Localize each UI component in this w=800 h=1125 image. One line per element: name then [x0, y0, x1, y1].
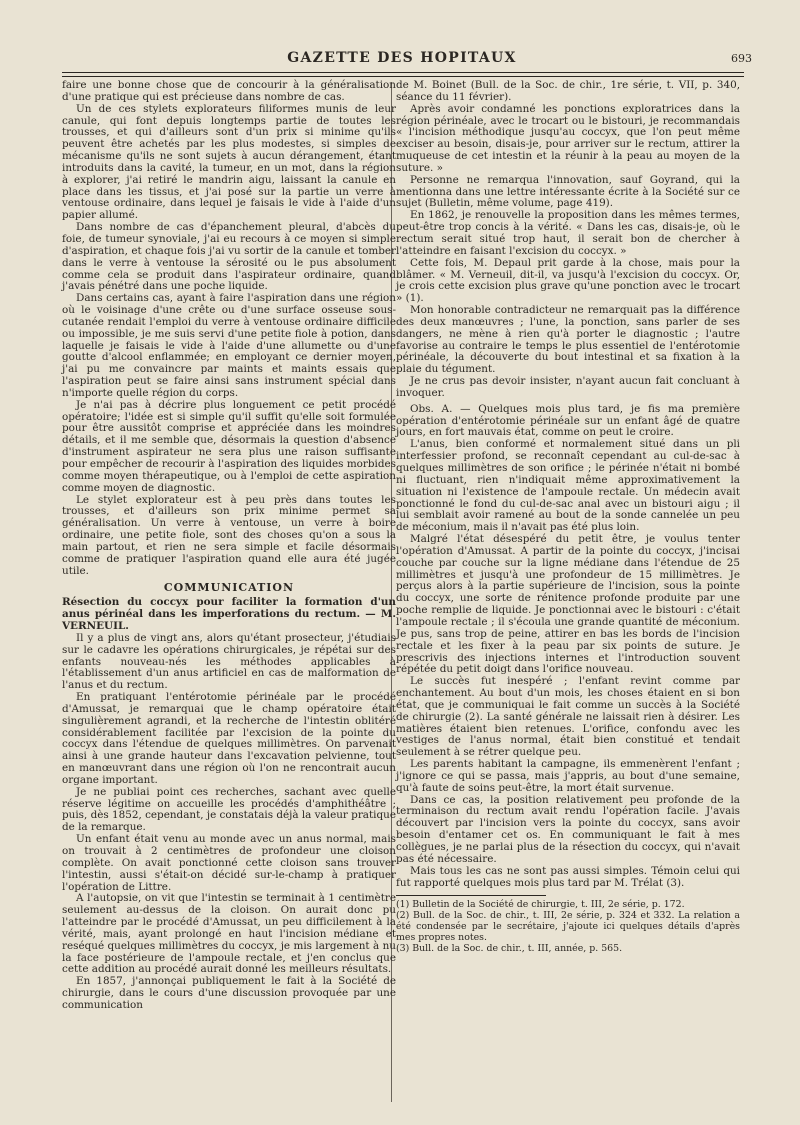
- observation-paragraph: Obs. A. — Quelques mois plus tard, je fis ma première opération d'entérotomie périnéale sur un enfant âgé de quatre jours, en fort mauvais état, comme on peut le croire.: [396, 402, 740, 439]
- paragraph: Je n'ai pas à décrire plus longuement ce petit procédé opératoire; l'idée est si simple qu'il suffit qu'elle soit formulée pour être aussitôt comprise et appréciée dans les moindres détails, et il me semble que, désormais la question d'absence d'instrument aspirateur ne sera plus une raison suffisante pour empêcher de recourir à l'aspiration des liquides morbides comme moyen thérapeutique, ou à l'emploi de cette aspiration comme moyen de diagnostic.: [62, 398, 396, 494]
- paragraph: Je ne crus pas devoir insister, n'ayant aucun fait concluant à invoquer.: [396, 375, 740, 399]
- paragraph: Un de ces stylets explorateurs filiformes munis de leur canule, qui font depuis longtemps partie de toutes les trousses, et qui d'ailleurs sont d'un prix si minime qu'ils peuvent être achetés par les plus modestes, si simples de mécanisme qu'ils ne sont sujets à aucun dérangement, étant introduits dans la cavité, la tumeur, en un mot, dans la région à explorer, j'ai retiré le mandrin aigu, laissant la canule en place dans les tissus, et j'ai posé sur la partie un verre à ventouse ordinaire, dans lequel je faisais le vide à l'aide d'un papier allumé.: [62, 102, 396, 222]
- footnote: (2) Bull. de la Soc. de chir., t. III, 2e série, p. 324 et 332. La relation a été condensée par le secrétaire, j'ajoute ici quelques détails d'après mes propres notes.: [396, 910, 740, 944]
- footnote: (3) Bull. de la Soc. de chir., t. III, année, p. 565.: [396, 943, 623, 955]
- paragraph: faire une bonne chose que de concourir à la généralisation d'une pratique qui est précieuse dans nombre de cas.: [62, 79, 396, 103]
- paragraph: Mais tous les cas ne sont pas aussi simples. Témoin celui qui fut rapporté quelques mois plus tard par M. Trélat (3).: [396, 864, 740, 889]
- paragraph: Dans nombre de cas d'épanchement pleural, d'abcès du foie, de tumeur synoviale, j'ai eu recours à ce moyen si simple d'aspiration, et chaque fois j'ai vu sortir de la canule et tomber dans le verre à ventouse la sérosité ou le pus absolument comme cela se produit dans l'aspirateur ordinaire, quand j'avais pénétré dans une poche liquide.: [62, 221, 396, 293]
- left-column: [62, 80, 396, 1012]
- paragraph: Cette fois, M. Depaul prit garde à la chose, mais pour la blâmer. « M. Verneuil, dit-il, va jusqu'à l'excision du coccyx. Or, je crois cette excision plus grave qu'une ponction avec le trocart » (1).: [396, 256, 740, 305]
- paragraph: Malgré l'état désespéré du petit être, je voulus tenter l'opération d'Amussat. A partir de la pointe du coccyx, j'incisai couche par couche sur la ligne médiane dans l'étendue de 25 millimètres et jusqu'à une profondeur de 15 millimètres. Je perçus alors à la partie supérieure de l'incision, sous la pointe du coccyx, une sorte de rénitence profonde produite par une poche remplie de liquide. Je ponctionnai avec le bistouri : c'était l'ampoule rectale ; il s'écoula une grande quantité de méconium. Je pus, sans trop de peine, attirer en bas les bords de l'incision rectale et les fixer à la peau par six points de suture. Je prescrivis des injections internes et l'introduction souvent répétée du petit doigt dans l'orifice nouveau.: [396, 533, 740, 676]
- paragraph: Dans certains cas, ayant à faire l'aspiration dans une région où le voisinage d'une crête ou d'une surface osseuse sous-cutanée rendait l'emploi du verre à ventouse ordinaire difficile ou impossible, je me suis servi d'une petite fiole à potion, dans laquelle je faisais le vide à l'aide d'une allumette ou d'une goutte d'alcool enflammée; en employant ce dernier moyen, j'ai pu me convaincre par maints et maints essais que l'aspiration peut se faire ainsi sans instrument spécial dans n'importe quelle région du corps.: [62, 292, 396, 399]
- footnote-separator: [396, 895, 546, 896]
- section-title: COMMUNICATION: [163, 581, 295, 595]
- paragraph: L'anus, bien conformé et normalement situé dans un pli interfessier profond, se reconnaît cependant au cul-de-sac à quelques millimètres de son orifice ; le périnée n'était ni bombé ni fluctuant, rien n'indiquait même approximativement la situation ni l'existence de l'ampoule rectale. Un médecin avait ponctionné le fond du cul-de-sac anal avec un bistouri aigu ; il lui semblait avoir ramené au bout de la sonde cannelée un peu de méconium, mais il n'avait pas été plus loin.: [396, 438, 740, 534]
- page-number: 693: [731, 52, 752, 65]
- paragraph: Dans ce cas, la position relativement peu profonde de la terminaison du rectum avait rendu l'opération facile. J'avais découvert par l'incision vers la pointe du coccyx, sans avoir besoin d'entamer cet os. En communiquant le fait à mes collègues, je ne parlai plus de la résection du coccyx, qui n'avait pas été nécessaire.: [396, 793, 740, 865]
- right-column: [396, 80, 740, 954]
- paragraph: Il y a plus de vingt ans, alors qu'étant prosecteur, j'étudiais sur le cadavre les opérations chirurgicales, je répétai sur des enfants nouveau-nés les méthodes applicables à l'établissement d'un anus artificiel en cas de malformation de l'anus et du rectum.: [62, 631, 396, 692]
- article-lead: [62, 597, 396, 633]
- article-lead-text: Résection du coccyx pour faciliter la formation d'un anus périnéal dans les imperforations du rectum. — M. VERNEUIL.: [62, 596, 396, 632]
- paragraph: En 1862, je renouvelle la proposition dans les mêmes termes, peut-être trop concis à la vérité. « Dans les cas, disais-je, où le rectum serait situé trop haut, il serait bon de chercher à l'atteindre en faisant l'excision du coccyx. »: [396, 209, 740, 257]
- paragraph: Mon honorable contradicteur ne remarquait pas la différence des deux manœuvres ; l'une, la ponction, sans parler de ses dangers, ne mène à rien qu'à porter le diagnostic ; l'autre favorise au contraire le temps le plus essentiel de l'entérotomie périnéale, la découverte du bout intestinal et sa fixation à la plaie du tégument.: [396, 304, 740, 376]
- paragraph: En 1857, j'annonçai publiquement le fait à la Société de chirurgie, dans le cours d'une discussion provoquée par une communication: [62, 975, 396, 1011]
- paragraph: Les parents habitant la campagne, ils emmenèrent l'enfant ; j'ignore ce qui se passa, mais j'appris, au bout d'une semaine, qu'à faute de soins peut-être, la mort était survenue.: [396, 758, 740, 794]
- paragraph: Personne ne remarqua l'innovation, sauf Goyrand, qui la mentionna dans une lettre intéressante écrite à la Société sur ce sujet (Bulletin, même volume, page 419).: [396, 173, 740, 210]
- paragraph: Un enfant était venu au monde avec un anus normal, mais on trouvait à 2 centimètres de profondeur une cloison complète. On avait ponctionné cette cloison sans trouver l'intestin, aussi s'était-on décidé sur-le-champ à pratiquer l'opération de Littre.: [62, 833, 396, 893]
- paragraph: Après avoir condamné les ponctions exploratrices dans la région périnéale, avec le trocart ou le bistouri, je recommandais « l'incision méthodique jusqu'au coccyx, que l'on peut même exciser au besoin, disais-je, pour arriver sur le rectum, attirer la muqueuse de cet intestin et la réunir à la peau au moyen de la suture. »: [396, 102, 740, 174]
- page-header: [62, 50, 752, 72]
- paragraph: Le stylet explorateur est à peu près dans toutes les trousses, et d'ailleurs son prix minime permet sa généralisation. Un verre à ventouse, un verre à boire ordinaire, une petite fiole, sont des choses qu'on a sous la main partout, et rien ne sera simple et facile désormais comme de pratiquer l'aspiration quand elle aura été jugée utile.: [62, 493, 396, 577]
- paragraph: En pratiquant l'entérotomie périnéale par le procédé d'Amussat, je remarquai que le champ opératoire était singulièrement agrandi, et la recherche de l'intestin oblitéré considérablement facilitée par l'excision de la pointe du coccyx dans l'étendue de quelques millimètres. On parvenait ainsi à une grande hauteur dans l'excavation pelvienne, tout en manœuvrant dans une région où l'on ne rencontrait aucun organe important.: [62, 691, 396, 786]
- paragraph: Le succès fut inespéré ; l'enfant revint comme par enchantement. Au bout d'un mois, les choses étaient en si bon état, que je communiquai le fait comme un succès à la Société de chirurgie (2). La santé générale ne laissait rien à désirer. Les matières étaient bien retenues. L'orifice, confondu avec les vestiges de l'anus normal, était bien constitué et tendait seulement à se rétrer quelque peu.: [396, 675, 740, 759]
- paragraph: de M. Boinet (Bull. de la Soc. de chir., 1re série, t. VII, p. 340, séance du 11 février).: [396, 79, 740, 103]
- paragraph: A l'autopsie, on vit que l'intestin se terminait à 1 centimètre seulement au-dessus de la cloison. On aurait donc pu l'atteindre par le procédé d'Amussat, un peu difficilement à la vérité, mais, ayant prolongé en haut l'incision médiane et reséqué quelques millimètres du coccyx, je mis largement à nu la face postérieure de l'ampoule rectale, et j'en conclus que cette addition au procédé aurait donné les meilleurs résultats.: [62, 892, 396, 976]
- paragraph: Je ne publiai point ces recherches, sachant avec quelle réserve légitime on accueille les procédés d'amphithéâtre ; puis, dès 1852, cependant, je constatais déjà la valeur pratique de la remarque.: [62, 785, 396, 834]
- header-rule-secondary: [62, 76, 744, 77]
- journal-title: GAZETTE DES HOPITAUX: [287, 50, 517, 66]
- header-rule: [62, 72, 744, 73]
- footnote: (1) Bulletin de la Société de chirurgie, t. III, 2e série, p. 172.: [396, 899, 685, 911]
